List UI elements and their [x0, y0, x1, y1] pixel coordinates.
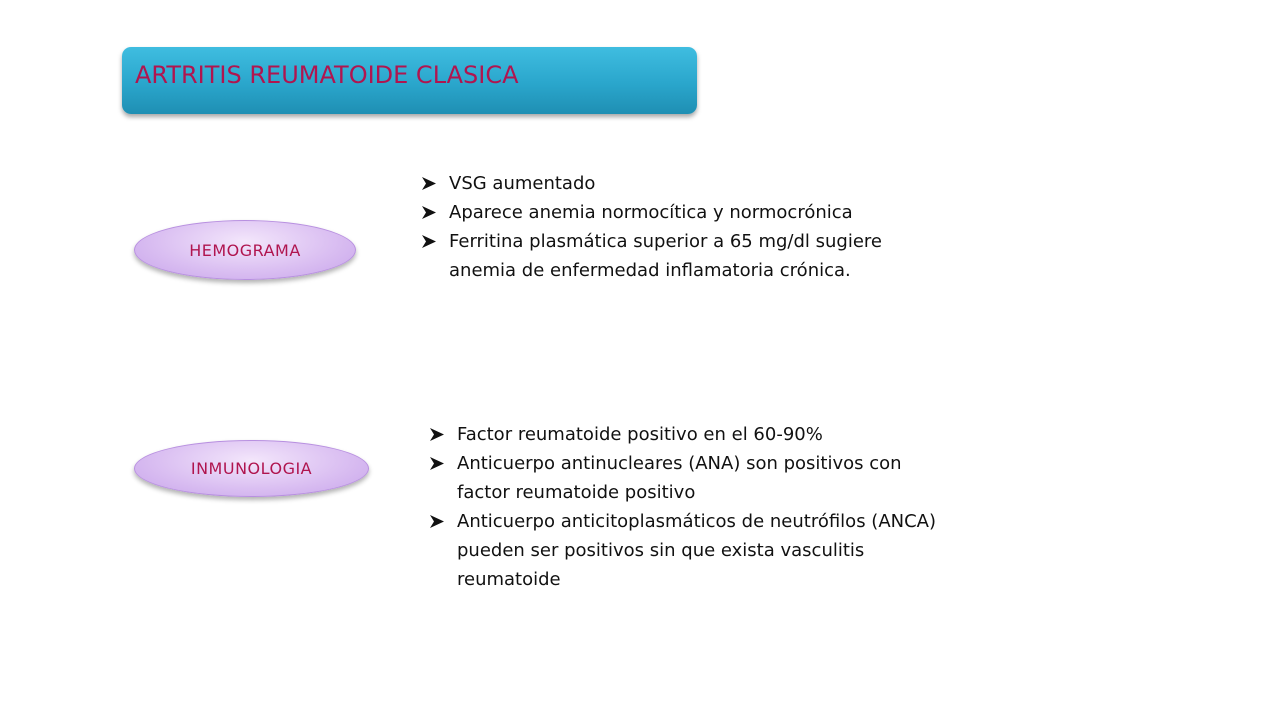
title-banner: [122, 47, 697, 114]
list-item: [428, 449, 948, 507]
list-item-text: Ferritina plasmática superior a 65 mg/dl sugiere anemia de enfermedad inflamatoria crónica.: [449, 231, 882, 281]
list-item: [428, 420, 948, 449]
list-item: [420, 169, 940, 198]
arrowhead-bullet-icon: [420, 227, 438, 256]
section-label-hemograma: [134, 220, 356, 280]
arrowhead-bullet-icon: [428, 449, 446, 478]
arrowhead-bullet-icon: [420, 198, 438, 227]
list-item-text: Aparece anemia normocítica y normocrónica: [449, 202, 853, 223]
inmunologia-bullet-list: [428, 420, 948, 594]
list-item-text: Anticuerpo anticitoplasmáticos de neutrófilos (ANCA) pueden ser positivos sin que exista vasculitis reumatoide: [457, 511, 936, 590]
list-item: [420, 227, 940, 285]
section-label-text: HEMOGRAMA: [189, 240, 301, 260]
list-item: [420, 198, 940, 227]
arrowhead-bullet-icon: [428, 507, 446, 536]
hemograma-bullet-list: [420, 169, 940, 285]
arrowhead-bullet-icon: [420, 169, 438, 198]
section-label-inmunologia: [134, 440, 369, 497]
section-label-text: INMUNOLOGIA: [190, 459, 313, 478]
list-item-text: Factor reumatoide positivo en el 60-90%: [457, 424, 823, 445]
slide-title: ARTRITIS REUMATOIDE CLASICA: [135, 61, 519, 89]
list-item-text: VSG aumentado: [449, 173, 596, 194]
arrowhead-bullet-icon: [428, 420, 446, 449]
list-item: [428, 507, 948, 594]
list-item-text: Anticuerpo antinucleares (ANA) son positivos con factor reumatoide positivo: [457, 453, 902, 503]
